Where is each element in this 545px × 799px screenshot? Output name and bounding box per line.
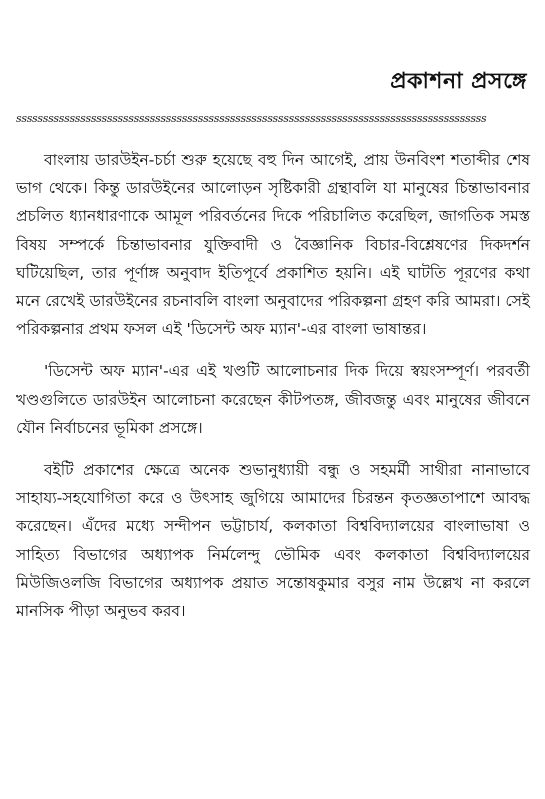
page-heading: প্রকাশনা প্রসঙ্গে [390, 69, 527, 94]
body-text [16, 146, 530, 639]
paragraph-1: বাংলায় ডারউইন-চর্চা শুরু হয়েছে বহু দিন আগেই, প্রায় উনবিংশ শতাব্দীর শেষ ভাগ থেকে। কিন্তু ডারউইনের আলোড়ন সৃষ্টিকারী গ্রন্থাবলি যা মানুষের চিন্তাভাবনার প্রচলিত ধ্যানধারণাকে আমূল পরিবর্তনের দিকে পরিচালিত করেছিল, জাগতিক সমস্ত বিষয় সম্পর্কে চিন্তাভাবনার যুক্তিবাদী ও বৈজ্ঞানিক বিচার-বিশ্লেষণের দিকদর্শন ঘটিয়েছিল, তার পূর্ণাঙ্গ অনুবাদ ইতিপূর্বে প্রকাশিত হয়নি। এই ঘাটতি পূরণের কথা মনে রেখেই ডারউইনের রচনাবলি বাংলা অনুবাদের পরিকল্পনা গ্রহণ করি আমরা। সেই পরিকল্পনার প্রথম ফসল এই 'ডিসেন্ট অফ ম্যান'-এর বাংলা ভাষান্তর। [16, 151, 530, 339]
paragraph-2: 'ডিসেন্ট অফ ম্যান'-এর এই খণ্ডটি আলোচনার দিক দিয়ে স্বয়ংসম্পূর্ণ। পরবর্তী খণ্ডগুলিতে ডারউইন আলোচনা করেছেন কীটপতঙ্গ, জীবজন্তু এবং মানুষের জীবনে যৌন নির্বাচনের ভূমিকা প্রসঙ্গে। [16, 362, 530, 437]
paragraph-3: বইটি প্রকাশের ক্ষেত্রে অনেক শুভানুধ্যায়ী বন্ধু ও সহমর্মী সাথীরা নানাভাবে সাহায্য-সহযোগিতা করে ও উৎসাহ জুগিয়ে আমাদের চিরন্তন কৃতজ্ঞতাপাশে আবদ্ধ করেছেন। এঁদের মধ্যে সন্দীপন ভট্টাচার্য, কলকাতা বিশ্ববিদ্যালয়ের বাংলাভাষা ও সাহিত্য বিভাগের অধ্যাপক নির্মলেন্দু ভৌমিক এবং কলকাতা বিশ্ববিদ্যালয়ের মিউজিওলজি বিভাগের অধ্যাপক প্রয়াত সন্তোষকুমার বসুর নাম উল্লেখ না করলে মানসিক পীড়া অনুভব করব। [16, 461, 530, 621]
decorative-divider: ssssssssssssssssssssssssssssssssssssssssssssssssssssssssssssssssssssssssssssssssssssssss [16, 112, 487, 125]
